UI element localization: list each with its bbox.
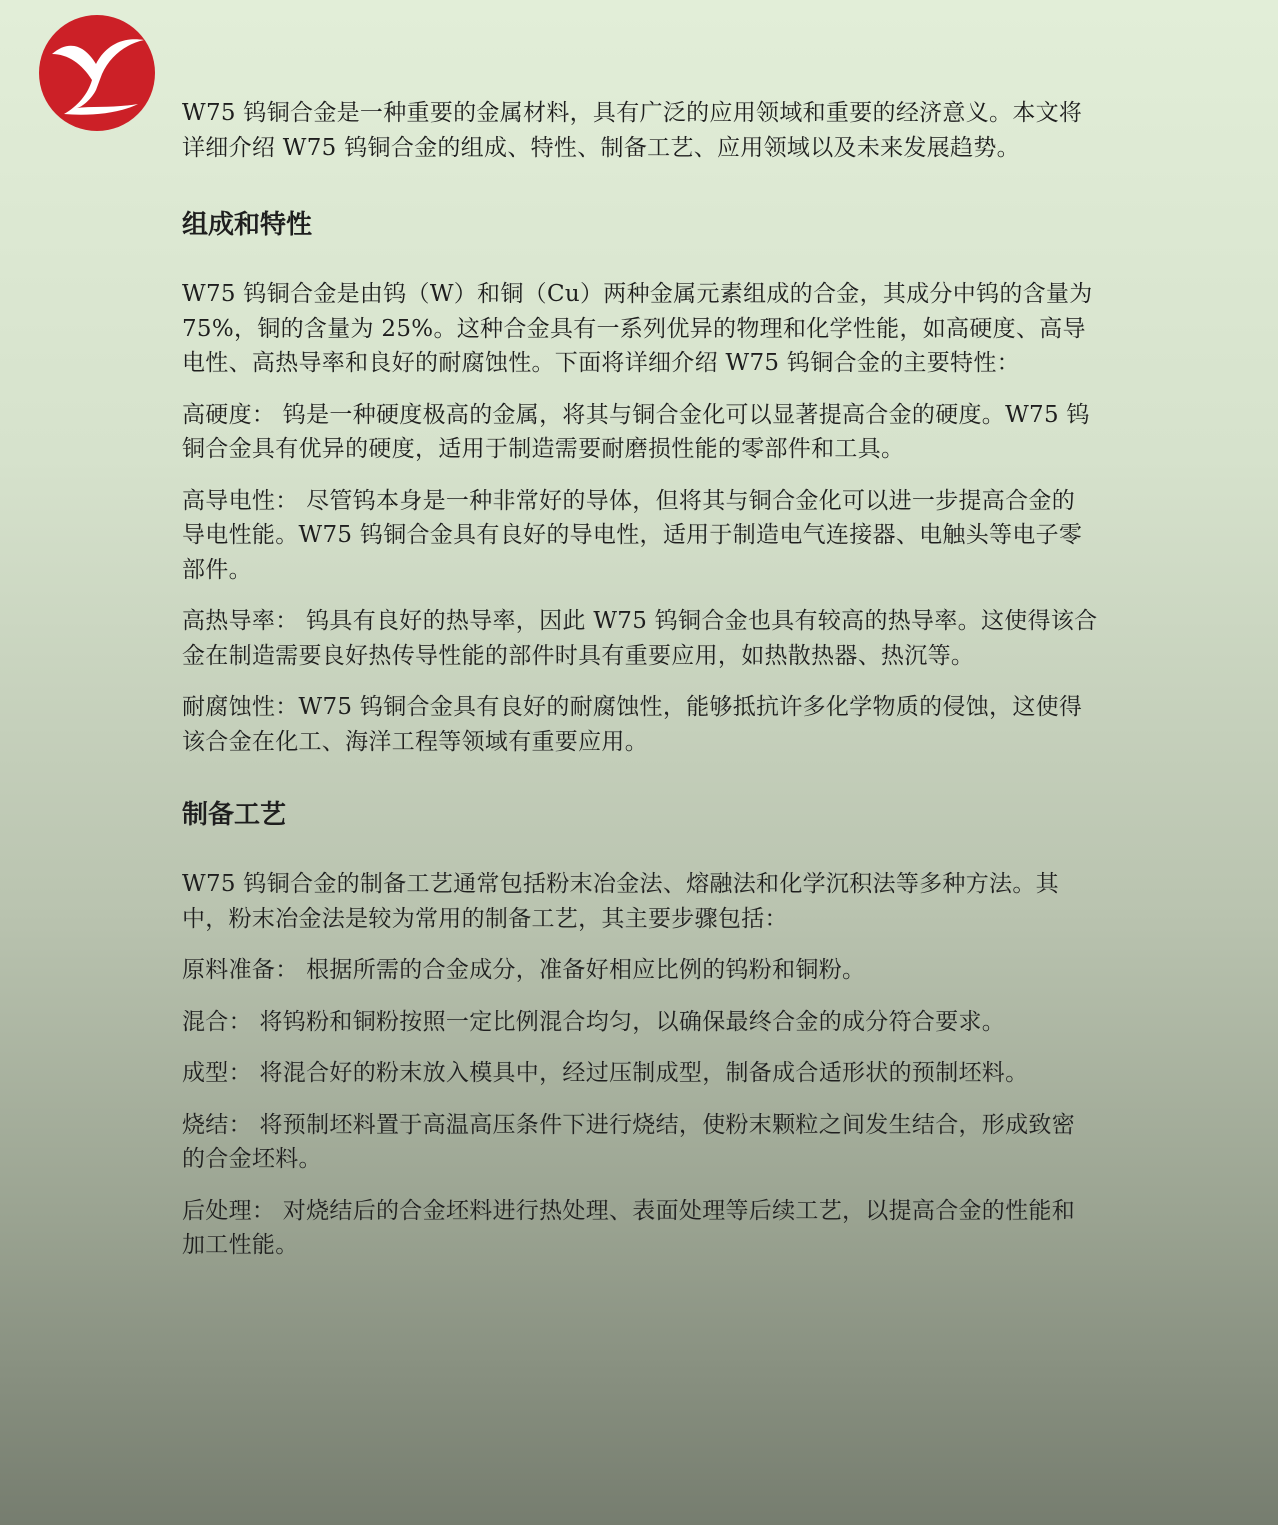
article: [182, 96, 1098, 1280]
paragraph: 混合： 将钨粉和铜粉按照一定比例混合均匀，以确保最终合金的成分符合要求。: [182, 1008, 1006, 1035]
paragraph: 高导电性： 尽管钨本身是一种非常好的导体，但将其与铜合金化可以进一步提高合金的导电性能。W75 钨铜合金具有良好的导电性，适用于制造电气连接器、电触头等电子零部件。: [182, 487, 1083, 583]
section-heading-process: 制备工艺: [182, 800, 287, 830]
paragraph: 耐腐蚀性：W75 钨铜合金具有良好的耐腐蚀性，能够抵抗许多化学物质的侵蚀，这使得该合金在化工、海洋工程等领域有重要应用。: [182, 694, 1083, 755]
paragraph: 成型： 将混合好的粉末放入模具中，经过压制成型，制备成合适形状的预制坯料。: [182, 1060, 1029, 1086]
intro-paragraph: W75 钨铜合金是一种重要的金属材料，具有广泛的应用领域和重要的经济意义。本文将详细介绍 W75 钨铜合金的组成、特性、制备工艺、应用领域以及未来发展趋势。: [182, 100, 1083, 161]
paragraph: W75 钨铜合金的制备工艺通常包括粉末冶金法、熔融法和化学沉积法等多种方法。其中，粉末冶金法是较为常用的制备工艺，其主要步骤包括：: [182, 871, 1059, 932]
paragraph: W75 钨铜合金是由钨（W）和铜（Cu）两种金属元素组成的合金，其成分中钨的含量为 75%，铜的含量为 25%。这种合金具有一系列优异的物理和化学性能，如高硬度、高导电性、高热导率和良好的耐腐蚀性。下面将详细介绍 W75 钨铜合金的主要特性：: [182, 281, 1093, 376]
paragraph: 高硬度： 钨是一种硬度极高的金属，将其与铜合金化可以显著提高合金的硬度。W75 钨铜合金具有优异的硬度，适用于制造需要耐磨损性能的零部件和工具。: [182, 401, 1090, 462]
paragraph: 原料准备： 根据所需的合金成分，准备好相应比例的钨粉和铜粉。: [182, 957, 866, 983]
paragraph: 烧结： 将预制坯料置于高温高压条件下进行烧结，使粉末颗粒之间发生结合，形成致密的合金坯料。: [182, 1111, 1076, 1172]
paragraph: 后处理： 对烧结后的合金坯料进行热处理、表面处理等后续工艺，以提高合金的性能和加工性能。: [182, 1197, 1076, 1258]
brand-logo-icon: [38, 14, 156, 132]
paragraph: 高热导率： 钨具有良好的热导率，因此 W75 钨铜合金也具有较高的热导率。这使得该合金在制造需要良好热传导性能的部件时具有重要应用，如热散热器、热沉等。: [182, 608, 1098, 669]
section-heading-composition: 组成和特性: [182, 210, 313, 240]
brand-logo: [38, 14, 156, 132]
